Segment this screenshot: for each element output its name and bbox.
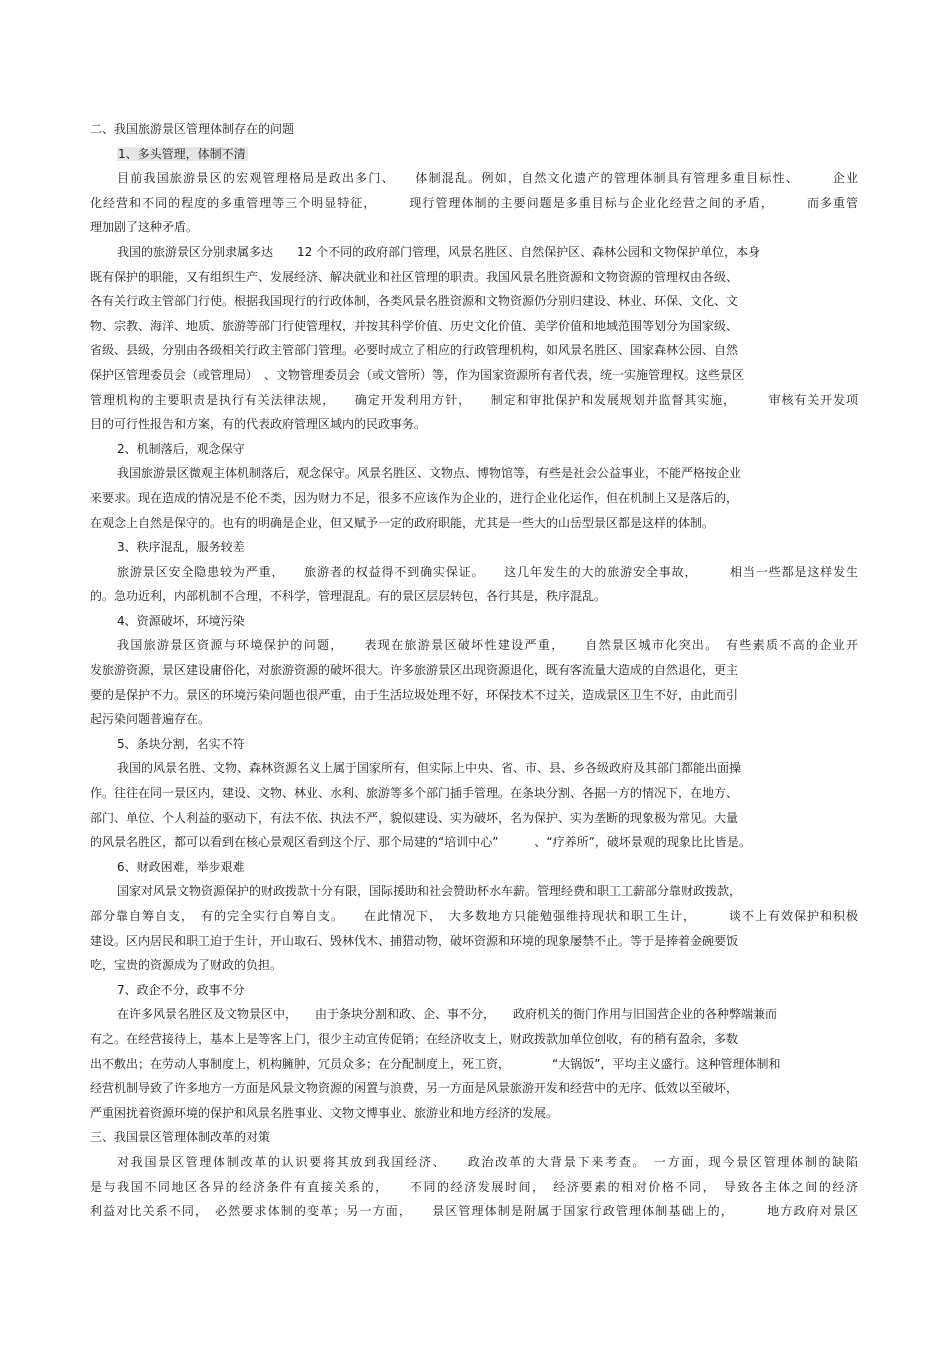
text-line bbox=[90, 437, 858, 462]
highlighted-heading: 1、多头管理，体制不清 bbox=[118, 146, 246, 161]
line-text: 物、宗教、海洋、地质、旅游等部门行使管理权，并按其科学价值、历史文化价值、美学价值和地域范围等划分为国家级、 bbox=[90, 318, 739, 333]
line-text: 4、资源破坏，环境污染 bbox=[117, 613, 245, 628]
line-text: 我国旅游景区资源与环境保护的问题， 表现在旅游景区破坏性建设严重， 自然景区城市化突出。 有些素质不高的企业开 bbox=[117, 638, 858, 653]
text-line bbox=[90, 1199, 858, 1224]
text-line bbox=[90, 314, 858, 339]
text-line bbox=[90, 609, 858, 634]
text-line bbox=[90, 388, 858, 413]
text-line bbox=[90, 338, 858, 363]
line-text: 部门、单位、个人利益的驱动下，有法不依、执法不严，貌似建设、实为破坏，名为保护、实为垄断的现象极为常见。大量 bbox=[90, 810, 739, 825]
text-line bbox=[90, 191, 858, 216]
line-text: 保护区管理委员会（或管理局） 、文物管理委员会（或文管所）等，作为国家资源所有者代表，统一实施管理权。这些景区 bbox=[90, 367, 745, 382]
text-line bbox=[90, 511, 858, 536]
line-text: 化经营和不同的程度的多重管理等三个明显特征， 现行管理体制的主要问题是多重目标与企业化经营之间的矛盾， 而多重管 bbox=[90, 195, 858, 210]
text-line bbox=[90, 756, 858, 781]
line-text: 经营机制导致了许多地方一方面是风景文物资源的闲置与浪费，另一方面是风景旅游开发和经营中的无序、低效以至破坏， bbox=[90, 1081, 739, 1096]
line-text: 的风景名胜区，都可以看到在核心景观区看到这个厅、那个局建的“培训中心” 、“疗养所”，破坏景观的现象比比皆是。 bbox=[90, 835, 751, 850]
line-text: 我国的风景名胜、文物、森林资源名义上属于国家所有，但实际上中央、省、市、县、乡各级政府及其部门都能出面操 bbox=[117, 761, 742, 776]
text-line bbox=[90, 1175, 858, 1200]
text-line bbox=[90, 117, 858, 142]
line-text: 7、政企不分，政事不分 bbox=[117, 982, 245, 997]
line-text: 我国旅游景区微观主体机制落后，观念保守。风景名胜区、文物点、博物馆等，有些是社会公益事业，不能严格按企业 bbox=[117, 466, 742, 481]
line-text: 目的可行性报告和方案，有的代表政府管理区域内的民政事务。 bbox=[90, 417, 427, 432]
line-text: 作。往往在同一景区内，建设、文物、林业、水利、旅游等多个部门插手管理。在条块分割、各据一方的情况下，在地方、 bbox=[90, 786, 739, 801]
line-text: 起污染问题普遍存在。 bbox=[90, 712, 211, 727]
text-line bbox=[90, 879, 858, 904]
line-text: 2、机制落后，观念保守 bbox=[117, 441, 245, 456]
text-line bbox=[90, 1150, 858, 1175]
line-text: 既有保护的职能，又有组织生产、发展经济、解决就业和社区管理的职责。我国风景名胜资源和文物资源的管理权由各级、 bbox=[90, 269, 739, 284]
line-text: 各有关行政主管部门行使。根据我国现行的行政体制，各类风景名胜资源和文物资源仍分别归建设、林业、环保、文化、文 bbox=[90, 294, 739, 309]
line-text: 管理机构的主要职责是执行有关法律法规， 确定开发利用方针， 制定和审批保护和发展规划并监督其实施， 审核有关开发项 bbox=[90, 392, 858, 407]
line-text: 是与我国不同地区各异的经济条件有直接关系的， 不同的经济发展时间， 经济要素的相对价格不同， 导致各主体之间的经济 bbox=[90, 1179, 858, 1194]
text-line bbox=[90, 1076, 858, 1101]
line-text: 吃，宝贵的资源成为了财政的负担。 bbox=[90, 958, 283, 973]
line-text: 来要求。现在造成的情况是不伦不类，因为财力不足，很多不应该作为企业的，进行企业化运作，但在机制上又是落后的， bbox=[90, 490, 739, 505]
text-line bbox=[90, 215, 858, 240]
line-text: 旅游景区安全隐患较为严重， 旅游者的权益得不到确实保证。 这几年发生的大的旅游安全事故， 相当一些都是这样发生 bbox=[117, 564, 858, 579]
text-line bbox=[90, 1052, 858, 1077]
text-line bbox=[90, 535, 858, 560]
text-line bbox=[90, 1002, 858, 1027]
line-text: 6、财政困难，举步艰难 bbox=[117, 859, 245, 874]
line-text: 部分靠自筹自支， 有的完全实行自筹自支。 在此情况下， 大多数地方只能勉强维持现状和职工生计， 谈不上有效保护和积极 bbox=[90, 909, 858, 923]
text-line bbox=[90, 732, 858, 757]
line-text: 在许多风景名胜区及文物景区中， 由于条块分割和政、企、事不分， 政府机关的衙门作用与旧国营企业的各种弊端兼而 bbox=[117, 1007, 778, 1022]
text-line bbox=[90, 953, 858, 978]
line-text: 二、我国旅游景区管理体制存在的问题 bbox=[90, 122, 295, 136]
line-text: 5、条块分割，名实不符 bbox=[117, 736, 245, 751]
text-line bbox=[90, 633, 858, 658]
line-text: 建设。区内居民和职工迫于生计，开山取石、毁林伐木、捕猎动物，破坏资源和环境的现象屡禁不止。等于是捧着金碗要饭 bbox=[90, 933, 739, 948]
text-line bbox=[90, 412, 858, 437]
line-text: 严重困扰着资源环境的保护和风景名胜事业、文物文博事业、旅游业和地方经济的发展。 bbox=[90, 1105, 559, 1120]
text-line bbox=[90, 1125, 858, 1150]
line-text: 我国的旅游景区分别隶属多达 12 个不同的政府部门管理，风景名胜区、自然保护区、森林公园和文物保护单位，本身 bbox=[117, 244, 761, 259]
line-text: 国家对风景文物资源保护的财政拨款十分有限，国际援助和社会赞助杯水车薪。管理经费和职工工薪部分靠财政拨款， bbox=[117, 884, 742, 899]
text-line bbox=[90, 929, 858, 954]
line-text: 要的是保护不力。景区的环境污染问题也很严重，由于生活垃圾处理不好，环保技术不过关，造成景区卫生不好，由此而引 bbox=[90, 687, 739, 702]
line-text: 发旅游资源，景区建设庸俗化，对旅游资源的破坏很大。许多旅游景区出现资源退化，既有客流量大造成的自然退化，更主 bbox=[90, 663, 739, 678]
line-text: 出不敷出；在劳动人事制度上，机构臃肿，冗员众多；在分配制度上，死工资， “大锅饭”，平均主义盛行。这种管理体制和 bbox=[90, 1056, 781, 1071]
line-text: 对我国景区管理体制改革的认识要将其放到我国经济、 政治改革的大背景下来考查。 一方面，现今景区管理体制的缺陷 bbox=[117, 1154, 858, 1169]
text-line bbox=[90, 781, 858, 806]
line-text: 3、秩序混乱，服务较差 bbox=[117, 540, 245, 555]
text-line bbox=[90, 658, 858, 683]
line-text: 的。急功近利，内部机制不合理，不科学，管理混乱。有的景区层层转包，各行其是，秩序混乱。 bbox=[90, 589, 607, 604]
text-line bbox=[90, 1101, 858, 1126]
line-text: 利益对比关系不同， 必然要求体制的变革；另一方面， 景区管理体制是附属于国家行政管理体制基础上的， 地方政府对景区 bbox=[90, 1204, 858, 1219]
text-line bbox=[90, 1027, 858, 1052]
text-line bbox=[90, 461, 858, 486]
text-line bbox=[90, 363, 858, 388]
text-line bbox=[90, 830, 858, 855]
line-text: 省级、县级，分别由各级相关行政主管部门管理。必要时成立了相应的行政管理机构，如风景名胜区、国家森林公园、自然 bbox=[90, 343, 739, 358]
line-text: 三、我国景区管理体制改革的对策 bbox=[90, 1130, 271, 1145]
text-line bbox=[90, 855, 858, 880]
document-page bbox=[90, 117, 858, 1224]
line-text: 目前我国旅游景区的宏观管理格局是政出多门、 体制混乱。例如，自然文化遗产的管理体制具有管理多重目标性、 企业 bbox=[117, 171, 858, 186]
text-line bbox=[90, 142, 858, 167]
line-text: 在观念上自然是保守的。也有的明确是企业，但又赋予一定的政府职能，尤其是一些大的山岳型景区都是这样的体制。 bbox=[90, 515, 715, 530]
text-line bbox=[90, 683, 858, 708]
text-line bbox=[90, 978, 858, 1003]
line-text: 有之。在经营接待上，基本上是等客上门，很少主动宣传促销；在经济收支上，财政拨款加单位创收，有的稍有盈余，多数 bbox=[90, 1031, 739, 1046]
text-line bbox=[90, 166, 858, 191]
text-line bbox=[90, 707, 858, 732]
text-line bbox=[90, 240, 858, 265]
text-line bbox=[90, 486, 858, 511]
text-line bbox=[90, 289, 858, 314]
text-line bbox=[90, 265, 858, 290]
text-line bbox=[90, 904, 858, 929]
text-line bbox=[90, 560, 858, 585]
text-line bbox=[90, 806, 858, 831]
line-text: 理加剧了这种矛盾。 bbox=[90, 220, 199, 235]
text-line bbox=[90, 584, 858, 609]
